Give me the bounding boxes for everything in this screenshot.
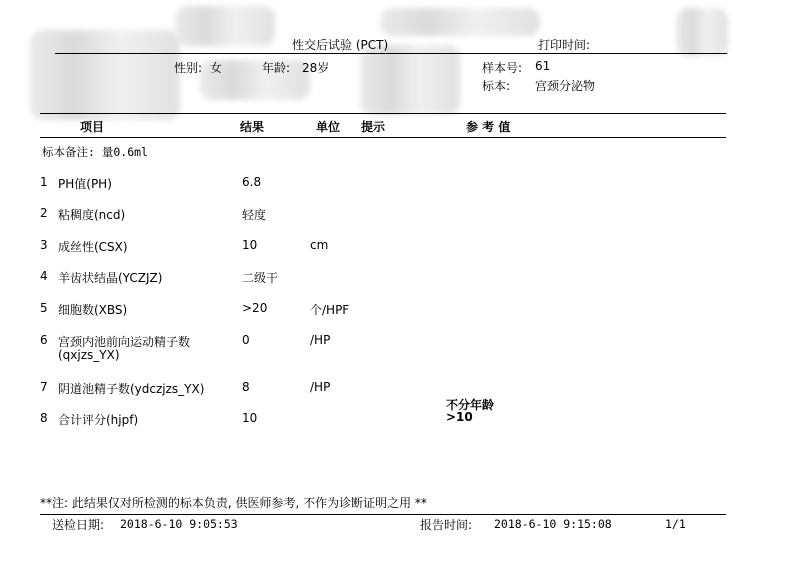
row-item-name: PH值(PH)	[58, 177, 112, 191]
reference-note-line2: >10	[446, 410, 473, 424]
row-item-name-continued: (qxjzs_YX)	[58, 348, 120, 362]
redacted-region	[360, 45, 460, 115]
row-unit: cm	[310, 238, 329, 252]
sample-no-value: 61	[535, 59, 551, 73]
row-item-name: 宫颈内池前向运动精子数	[58, 335, 191, 349]
age-label: 年龄:	[262, 61, 291, 75]
row-result: >20	[242, 301, 268, 315]
gender-value: 女	[210, 61, 223, 75]
specimen-label: 标本:	[482, 79, 511, 93]
row-item-name: 羊齿状结晶(YCZJZ)	[58, 271, 163, 285]
report-time-label: 报告时间:	[420, 518, 473, 532]
column-header-reference: 参 考 值	[466, 120, 511, 134]
row-item-name: 阴道池精子数(ydczjzs_YX)	[58, 382, 205, 396]
row-number: 5	[40, 301, 48, 315]
row-result: 8	[242, 380, 250, 394]
row-unit: /HP	[310, 333, 331, 347]
row-number: 1	[40, 175, 48, 189]
row-item-name: 成丝性(CSX)	[58, 240, 128, 254]
row-result: 0	[242, 333, 250, 347]
row-item-name: 细胞数(XBS)	[58, 303, 128, 317]
sent-date-value: 2018-6-10 9:05:53	[120, 517, 238, 531]
divider	[40, 137, 726, 138]
redacted-region	[175, 6, 275, 46]
row-unit: 个/HPF	[310, 303, 350, 317]
column-header-result: 结果	[240, 120, 265, 134]
row-number: 2	[40, 206, 48, 220]
row-result: 轻度	[242, 208, 267, 222]
row-result: 10	[242, 411, 258, 425]
divider	[55, 53, 727, 54]
sent-date-label: 送检日期:	[52, 518, 105, 532]
specimen-value: 宫颈分泌物	[535, 79, 596, 93]
column-header-item: 项目	[80, 120, 105, 134]
column-header-flag: 提示	[361, 120, 386, 134]
disclaimer: **注: 此结果仅对所检测的标本负责, 供医师参考, 不作为诊断证明之用 **	[40, 496, 427, 510]
row-item-name: 粘稠度(ncd)	[58, 208, 126, 222]
row-number: 4	[40, 269, 48, 283]
age-value: 28岁	[302, 61, 330, 75]
row-unit: /HP	[310, 380, 331, 394]
sample-no-label: 样本号:	[482, 61, 523, 75]
row-number: 7	[40, 380, 48, 394]
column-header-unit: 单位	[316, 120, 341, 134]
redacted-region	[30, 30, 180, 120]
redacted-region	[380, 8, 540, 36]
row-result: 二级干	[242, 271, 279, 285]
sample-note: 标本备注: 量0.6ml	[42, 145, 148, 159]
gender-label: 性别:	[174, 61, 203, 75]
row-number: 8	[40, 411, 48, 425]
reference-note-line1: 不分年龄	[446, 398, 495, 412]
exam-title: 性交后试验 (PCT)	[292, 38, 389, 52]
row-result: 6.8	[242, 175, 262, 189]
report-time-value: 2018-6-10 9:15:08	[494, 517, 612, 531]
divider	[40, 113, 726, 114]
print-time-label: 打印时间:	[538, 38, 591, 52]
row-item-name: 合计评分(hjpf)	[58, 413, 139, 427]
divider	[40, 514, 726, 515]
row-result: 10	[242, 238, 258, 252]
redacted-region	[676, 8, 728, 56]
page-number: 1/1	[665, 517, 686, 531]
row-number: 6	[40, 333, 48, 347]
row-number: 3	[40, 238, 48, 252]
